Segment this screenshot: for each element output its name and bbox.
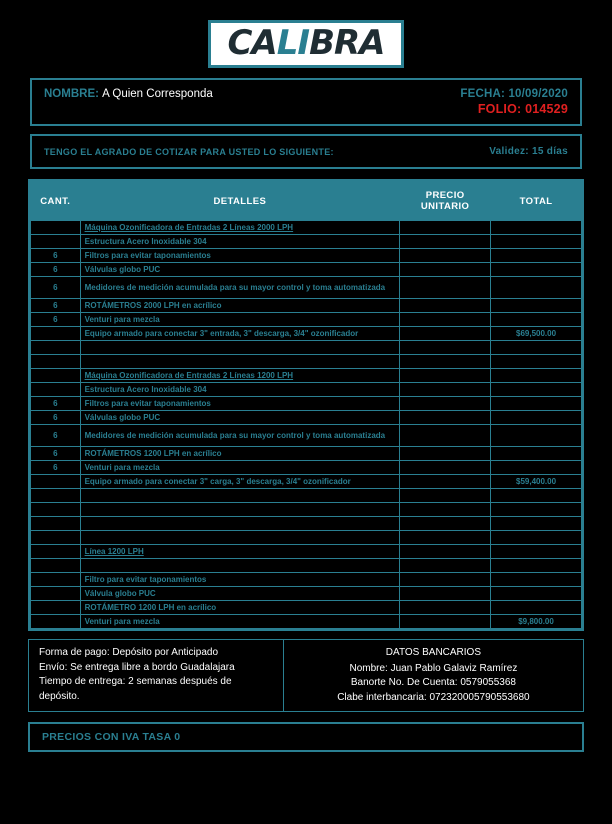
- cell-detalle: [80, 355, 400, 369]
- cell-cantidad: [31, 489, 81, 503]
- cell-precio-unitario: [400, 531, 491, 545]
- cell-detalle: Filtros para evitar taponamientos: [80, 397, 400, 411]
- cell-cantidad: 6: [31, 397, 81, 411]
- cell-total: [491, 531, 582, 545]
- cell-detalle: [80, 531, 400, 545]
- cell-precio-unitario: [400, 601, 491, 615]
- table-row: [31, 425, 582, 447]
- table-row: [31, 355, 582, 369]
- table-header-row: [31, 182, 582, 221]
- cell-cantidad: 6: [31, 277, 81, 299]
- cell-detalle: [80, 503, 400, 517]
- col-cant: CANT.: [31, 182, 81, 221]
- cell-precio-unitario: [400, 369, 491, 383]
- footer-info: [28, 639, 584, 712]
- folio-field: [460, 102, 568, 116]
- table-row: [31, 545, 582, 559]
- cell-cantidad: [31, 503, 81, 517]
- payment-terms: [29, 640, 284, 711]
- cell-cantidad: 6: [31, 299, 81, 313]
- cell-precio-unitario: [400, 615, 491, 629]
- cell-cantidad: 6: [31, 313, 81, 327]
- cell-detalle: Equipo armado para conectar 3" entrada, 3" descarga, 3/4" ozonificador: [80, 327, 400, 341]
- col-detalles: DETALLES: [80, 182, 400, 221]
- cell-cantidad: [31, 355, 81, 369]
- cell-cantidad: [31, 383, 81, 397]
- table-row: [31, 341, 582, 355]
- cell-detalle: Venturi para mezcla: [80, 615, 400, 629]
- table-row: [31, 517, 582, 531]
- table-row: [31, 531, 582, 545]
- cell-precio-unitario: [400, 475, 491, 489]
- table-row: [31, 235, 582, 249]
- intro-text: TENGO EL AGRADO DE COTIZAR PARA USTED LO SIGUIENTE:: [44, 146, 334, 157]
- cell-cantidad: [31, 341, 81, 355]
- table-row: [31, 447, 582, 461]
- cell-total: [491, 383, 582, 397]
- cell-cantidad: 6: [31, 425, 81, 447]
- table-row: [31, 369, 582, 383]
- cell-total: [491, 397, 582, 411]
- cell-total: [491, 447, 582, 461]
- cell-cantidad: [31, 587, 81, 601]
- bank-details-title: DATOS BANCARIOS: [385, 647, 482, 658]
- cell-cantidad: 6: [31, 461, 81, 475]
- cell-detalle: Medidores de medición acumulada para su mayor control y toma automatizada: [80, 277, 400, 299]
- cell-detalle: [80, 341, 400, 355]
- cell-cantidad: 6: [31, 249, 81, 263]
- header-info-box: [30, 78, 582, 126]
- cell-precio-unitario: [400, 235, 491, 249]
- logo-container: [18, 16, 594, 78]
- cell-detalle: Máquina Ozonificadora de Entradas 2 Líneas 2000 LPH: [80, 221, 400, 235]
- col-precio-line2: UNITARIO: [420, 201, 470, 212]
- col-total: TOTAL: [491, 182, 582, 221]
- cell-total: [491, 503, 582, 517]
- cell-total: [491, 601, 582, 615]
- cell-detalle: Equipo armado para conectar 3" carga, 3" descarga, 3/4" ozonificador: [80, 475, 400, 489]
- cell-precio-unitario: [400, 249, 491, 263]
- bank-details: [284, 640, 583, 711]
- cell-cantidad: [31, 369, 81, 383]
- intro-box: [30, 134, 582, 169]
- cell-precio-unitario: [400, 383, 491, 397]
- delivery-line: Tiempo de entrega: 2 semanas después de: [39, 676, 232, 687]
- cell-precio-unitario: [400, 503, 491, 517]
- cell-cantidad: [31, 517, 81, 531]
- cell-detalle: Línea 1200 LPH: [80, 545, 400, 559]
- folio-value: 014529: [525, 102, 568, 116]
- cell-total: [491, 545, 582, 559]
- cell-total: [491, 573, 582, 587]
- cell-total: [491, 235, 582, 249]
- cell-total: [491, 313, 582, 327]
- items-table-frame: [28, 179, 584, 631]
- cell-precio-unitario: [400, 299, 491, 313]
- cell-precio-unitario: [400, 587, 491, 601]
- cell-total: [491, 461, 582, 475]
- bank-account: Banorte No. De Cuenta: 0579055368: [350, 677, 516, 688]
- table-row: [31, 461, 582, 475]
- cell-precio-unitario: [400, 263, 491, 277]
- nombre-label: NOMBRE:: [44, 88, 99, 100]
- cell-total: [491, 369, 582, 383]
- cell-detalle: [80, 489, 400, 503]
- fecha-folio-block: [460, 88, 568, 116]
- cell-total: [491, 277, 582, 299]
- cell-precio-unitario: [400, 461, 491, 475]
- cell-cantidad: [31, 221, 81, 235]
- table-row: [31, 313, 582, 327]
- cell-precio-unitario: [400, 573, 491, 587]
- cell-precio-unitario: [400, 355, 491, 369]
- cell-cantidad: [31, 475, 81, 489]
- cell-cantidad: 6: [31, 411, 81, 425]
- cell-cantidad: 6: [31, 447, 81, 461]
- cell-total: [491, 221, 582, 235]
- table-row: [31, 397, 582, 411]
- items-body: [31, 221, 582, 629]
- cell-precio-unitario: [400, 489, 491, 503]
- bank-clabe: Clabe interbancaria: 072320005790553680: [337, 691, 530, 703]
- cell-total: [491, 299, 582, 313]
- cell-cantidad: [31, 559, 81, 573]
- folio-label: FOLIO:: [477, 102, 522, 116]
- delivery-line-2: depósito.: [39, 690, 80, 702]
- cell-precio-unitario: [400, 327, 491, 341]
- cell-precio-unitario: [400, 221, 491, 235]
- tax-note: PRECIOS CON IVA TASA 0: [28, 722, 584, 752]
- cell-precio-unitario: [400, 517, 491, 531]
- fecha-value: 10/09/2020: [508, 88, 568, 100]
- cell-precio-unitario: [400, 397, 491, 411]
- cell-total: [491, 489, 582, 503]
- cell-cantidad: [31, 573, 81, 587]
- cell-total: $59,400.00: [491, 475, 582, 489]
- table-row: [31, 221, 582, 235]
- shipping-line: Envío: Se entrega libre a bordo Guadalajara: [39, 661, 235, 673]
- table-row: [31, 489, 582, 503]
- payment-line: Forma de pago: Depósito por Anticipado: [39, 647, 218, 658]
- table-row: [31, 263, 582, 277]
- cell-precio-unitario: [400, 447, 491, 461]
- cell-cantidad: [31, 327, 81, 341]
- cell-precio-unitario: [400, 411, 491, 425]
- table-row: [31, 249, 582, 263]
- cell-precio-unitario: [400, 341, 491, 355]
- cell-total: [491, 411, 582, 425]
- cell-detalle: Válvula globo PUC: [80, 587, 400, 601]
- cell-cantidad: [31, 235, 81, 249]
- logo-part1: CA: [227, 23, 277, 63]
- table-row: [31, 601, 582, 615]
- items-table: [30, 181, 582, 629]
- table-row: [31, 615, 582, 629]
- table-row: [31, 503, 582, 517]
- table-row: [31, 587, 582, 601]
- nombre-value: A Quien Corresponda: [102, 88, 213, 100]
- cell-detalle: Estructura Acero Inoxidable 304: [80, 235, 400, 249]
- cell-detalle: Filtros para evitar taponamientos: [80, 249, 400, 263]
- col-precio-line1: PRECIO: [425, 190, 465, 201]
- cell-detalle: Máquina Ozonificadora de Entradas 2 Líneas 1200 LPH: [80, 369, 400, 383]
- cell-detalle: Válvulas globo PUC: [80, 263, 400, 277]
- validez-text: Validez: 15 días: [489, 146, 568, 157]
- cell-precio-unitario: [400, 277, 491, 299]
- cell-detalle: Estructura Acero Inoxidable 304: [80, 383, 400, 397]
- cell-cantidad: [31, 601, 81, 615]
- cell-total: [491, 341, 582, 355]
- cell-total: $69,500.00: [491, 327, 582, 341]
- table-row: [31, 277, 582, 299]
- cell-cantidad: 6: [31, 263, 81, 277]
- cell-detalle: Filtro para evitar taponamientos: [80, 573, 400, 587]
- fecha-field: [460, 88, 568, 100]
- cell-precio-unitario: [400, 559, 491, 573]
- cell-detalle: Venturi para mezcla: [80, 313, 400, 327]
- cell-total: [491, 355, 582, 369]
- cell-total: [491, 559, 582, 573]
- cell-cantidad: [31, 545, 81, 559]
- bank-name: Nombre: Juan Pablo Galaviz Ramírez: [349, 662, 518, 674]
- cell-detalle: Medidores de medición acumulada para su mayor control y toma automatizada: [80, 425, 400, 447]
- table-row: [31, 573, 582, 587]
- cell-detalle: Venturi para mezcla: [80, 461, 400, 475]
- table-row: [31, 475, 582, 489]
- table-row: [31, 411, 582, 425]
- fecha-label: FECHA:: [460, 88, 506, 100]
- cell-precio-unitario: [400, 425, 491, 447]
- cell-cantidad: [31, 615, 81, 629]
- col-precio-unitario: [400, 182, 491, 221]
- cell-precio-unitario: [400, 545, 491, 559]
- company-logo: [208, 20, 403, 68]
- logo-text: [227, 23, 384, 63]
- cell-precio-unitario: [400, 313, 491, 327]
- cell-total: [491, 425, 582, 447]
- cell-total: $9,800.00: [491, 615, 582, 629]
- table-row: [31, 327, 582, 341]
- cell-detalle: [80, 559, 400, 573]
- table-row: [31, 383, 582, 397]
- cell-detalle: ROTÁMETRO 1200 LPH en acrílico: [80, 601, 400, 615]
- cell-detalle: [80, 517, 400, 531]
- logo-part2: BRA: [309, 23, 385, 63]
- table-row: [31, 299, 582, 313]
- table-row: [31, 559, 582, 573]
- nombre-field: [44, 88, 213, 100]
- cell-total: [491, 263, 582, 277]
- cell-detalle: Válvulas globo PUC: [80, 411, 400, 425]
- cell-detalle: ROTÁMETROS 1200 LPH en acrílico: [80, 447, 400, 461]
- cell-cantidad: [31, 531, 81, 545]
- cell-total: [491, 249, 582, 263]
- logo-accent: LI: [276, 23, 310, 63]
- cell-detalle: ROTÁMETROS 2000 LPH en acrílico: [80, 299, 400, 313]
- cell-total: [491, 587, 582, 601]
- cell-total: [491, 517, 582, 531]
